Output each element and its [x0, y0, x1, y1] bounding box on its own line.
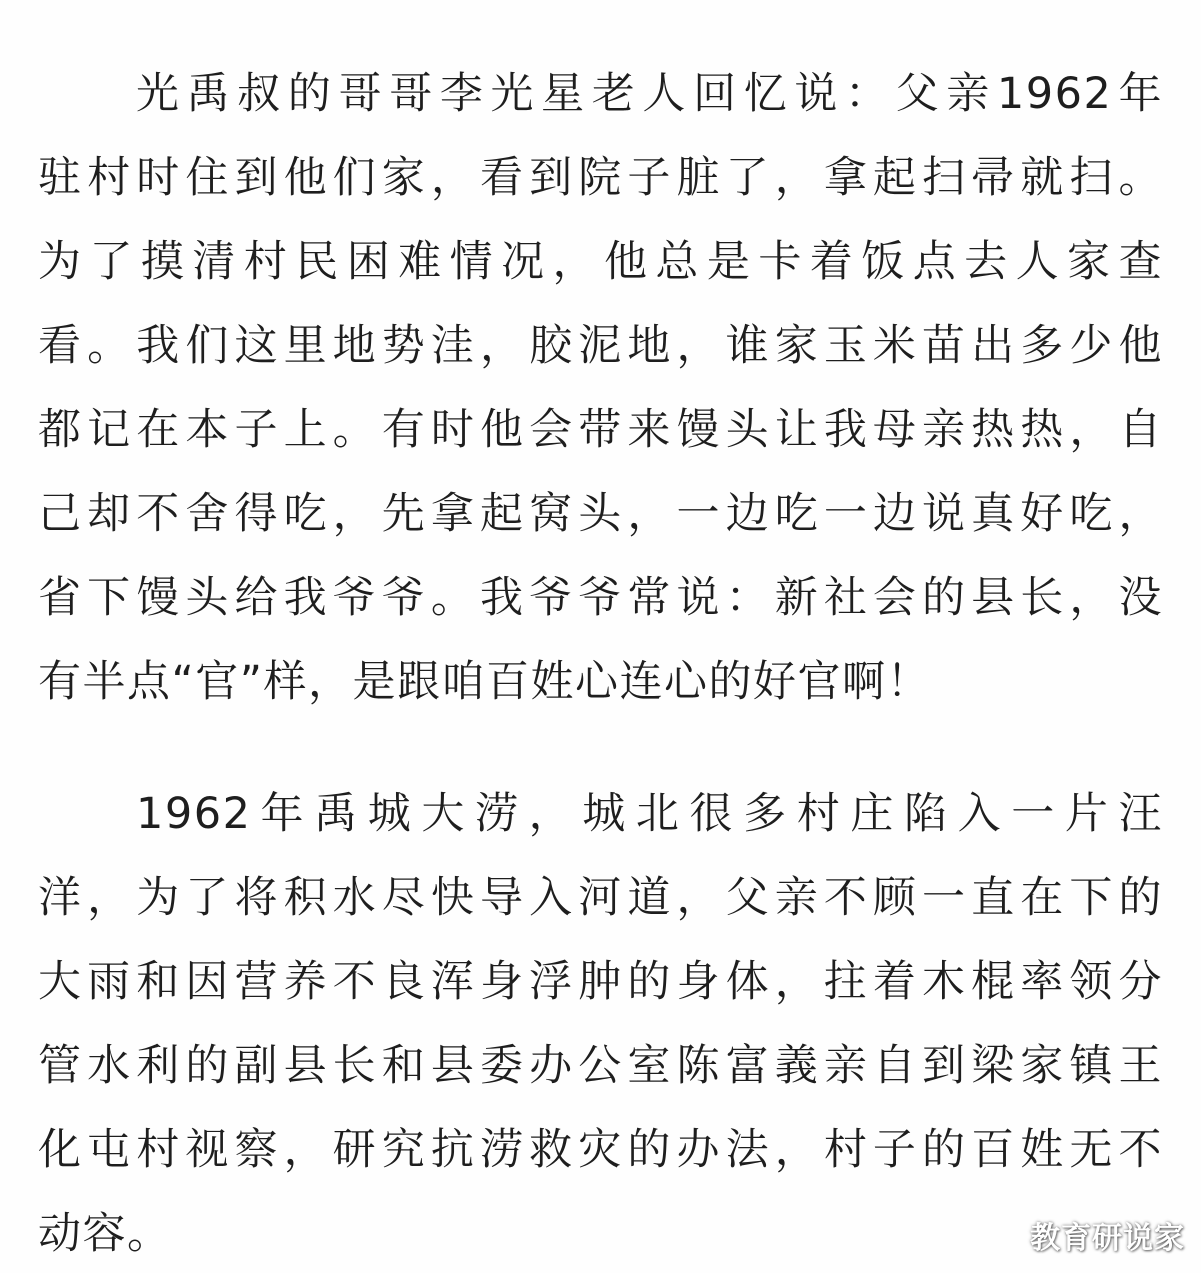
paragraph-1: [38, 52, 1163, 724]
text-line: 看。我们这里地势洼，胶泥地，谁家玉米苗出多少他: [38, 321, 1163, 371]
text-line: 省下馒头给我爷爷。我爷爷常说：新社会的县长，没: [38, 573, 1163, 623]
text-line: 洋，为了将积水尽快导入河道，父亲不顾一直在下的: [38, 873, 1163, 923]
text-line: 管水利的副县长和县委办公室陈富義亲自到梁家镇王: [38, 1041, 1163, 1091]
text-line: 1962年禹城大涝，城北很多村庄陷入一片汪: [136, 789, 1163, 839]
text-line: 为了摸清村民困难情况，他总是卡着饭点去人家查: [38, 237, 1163, 287]
text-line: 化屯村视察，研究抗涝救灾的办法，村子的百姓无不: [38, 1125, 1163, 1175]
text-line: 大雨和因营养不良浑身浮肿的身体，拄着木棍率领分: [38, 957, 1163, 1007]
text-line: 光禹叔的哥哥李光星老人回忆说：父亲1962年: [136, 69, 1163, 119]
paragraph-2: [38, 772, 1163, 1276]
text-line: 动容。: [38, 1209, 172, 1259]
text-line: 己却不舍得吃，先拿起窝头，一边吃一边说真好吃，: [38, 489, 1163, 539]
text-line: 有半点“官”样，是跟咱百姓心连心的好官啊！: [38, 657, 932, 707]
watermark: 教育研说家: [1030, 1221, 1185, 1256]
text-line: 都记在本子上。有时他会带来馒头让我母亲热热，自: [38, 405, 1163, 455]
text-line: 驻村时住到他们家，看到院子脏了，拿起扫帚就扫。: [38, 153, 1163, 203]
